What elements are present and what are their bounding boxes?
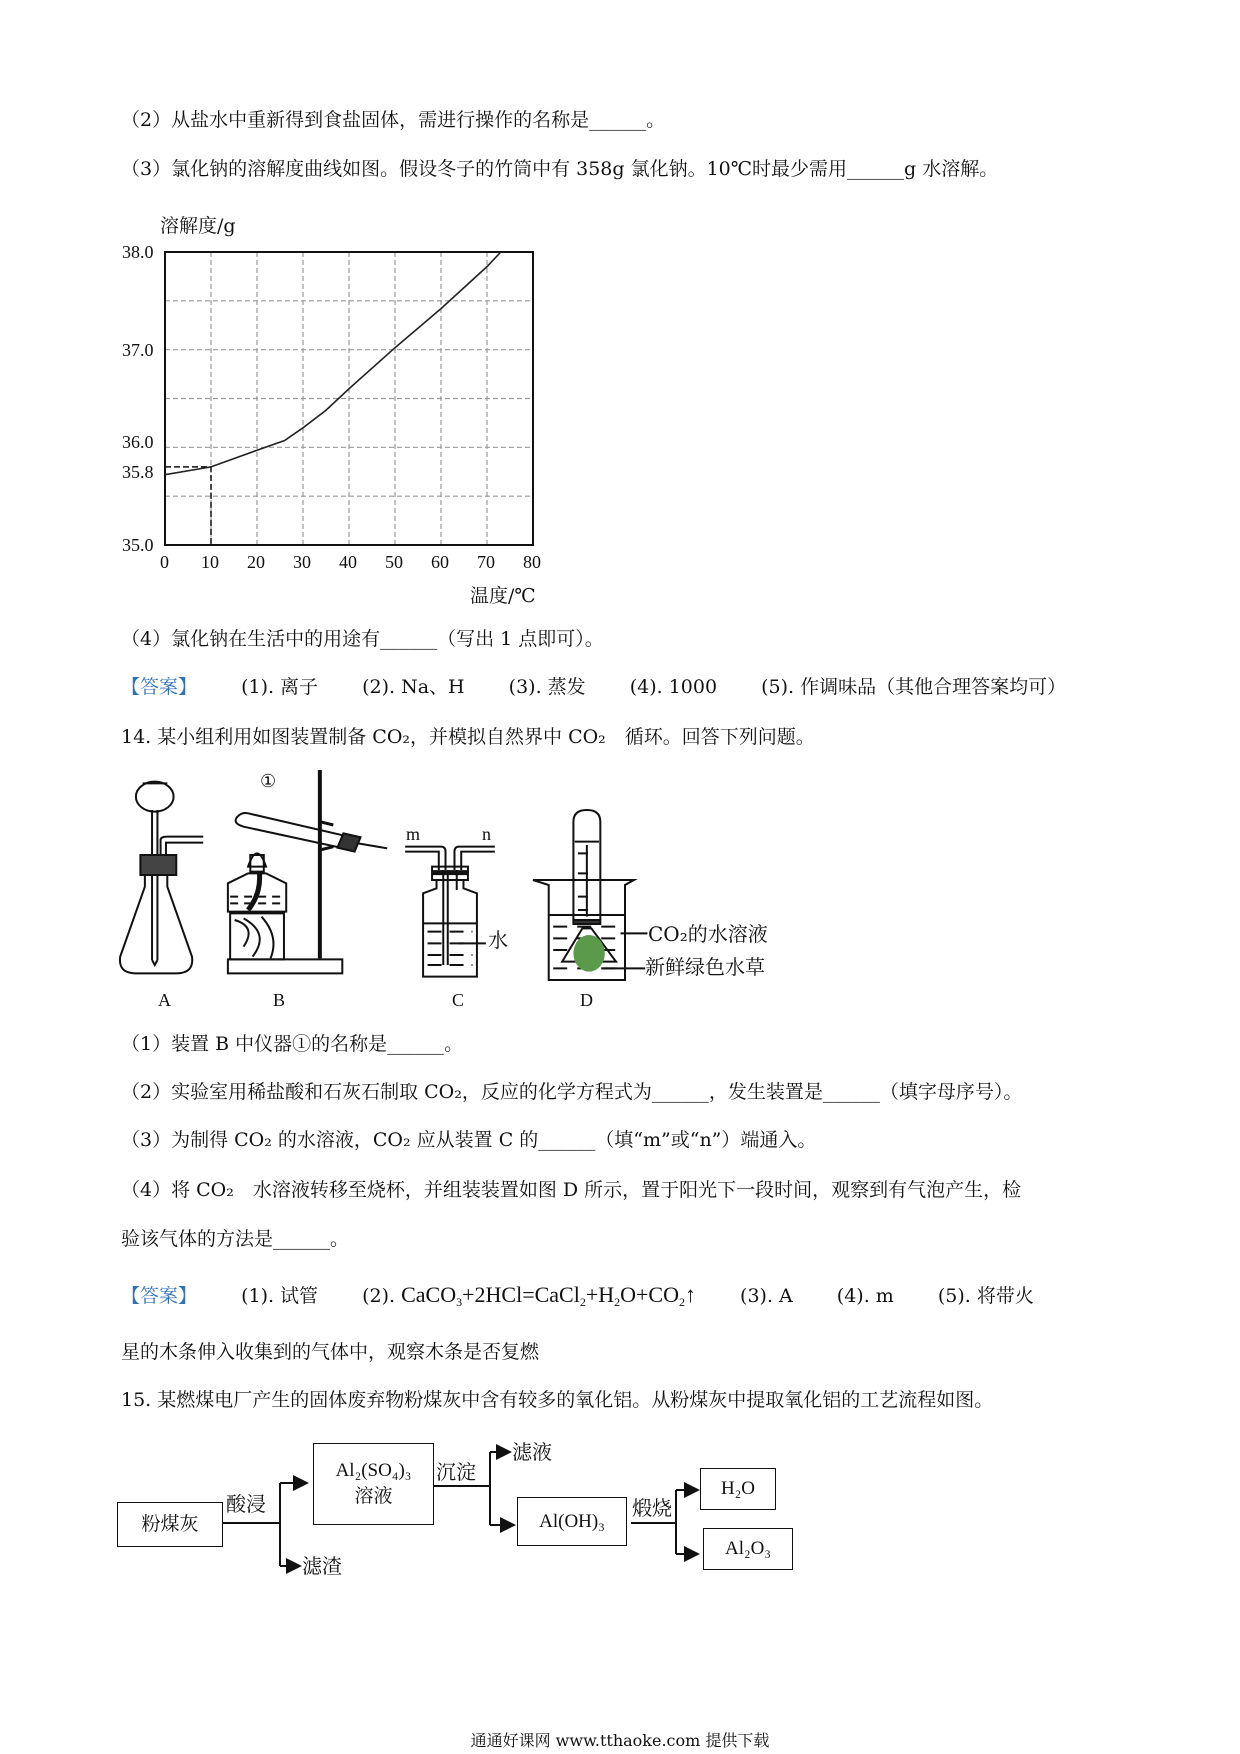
flow-box-al2so43: Al₂(SO₄)₃ 溶液 (313, 1443, 434, 1525)
x-tick-label: 60 (431, 552, 449, 572)
answer-3: (3). 蒸发 (508, 676, 586, 698)
answer-1: (1). 试管 (241, 1285, 319, 1307)
flow-box-al2o3: Al₂O₃ (703, 1528, 793, 1570)
answer-5: (5). 将带火 (937, 1285, 1034, 1307)
y-tick-label: 35.8 (122, 461, 154, 482)
flow-step-acid-leach: 酸浸 (226, 1492, 266, 1516)
q14-part2: （2）实验室用稀盐酸和石灰石制取 CO₂，反应的化学方程式为______，发生装置是______（填字母序号）。 (121, 1081, 1023, 1103)
chart-ylabel: 溶解度/g (160, 215, 236, 237)
q13-part3: （3）氯化钠的溶解度曲线如图。假设冬子的竹筒中有 358g 氯化钠。10℃时最少需用______g 水溶解。 (121, 158, 999, 180)
chemical-equation: $CaCO_3+2HCl=CaCl_2+H_2O+CO_2↑$ (401, 1282, 696, 1309)
y-tick-label: 35.0 (122, 535, 154, 555)
x-tick-label: 30 (293, 552, 311, 572)
answer-tag: 【答案】 (121, 1285, 198, 1307)
answer-tag: 【答案】 (121, 676, 198, 698)
x-tick-label: 40 (339, 552, 357, 572)
label-m: m (406, 824, 421, 844)
answer-2: (2). Na、H (362, 676, 465, 698)
flow-box-aloh3: Al(OH)₃ (517, 1497, 627, 1546)
q14-answer-cont: 星的木条伸入收集到的气体中，观察木条是否复燃 (121, 1341, 540, 1363)
x-tick-label: 20 (247, 552, 265, 572)
x-tick-label: 50 (385, 552, 403, 572)
label-co2-solution: CO₂的水溶液 (648, 922, 768, 946)
label-b: B (273, 990, 286, 1010)
label-a: A (158, 990, 171, 1010)
footer-source: 通通好课网 www.tthaoke.com 提供下载 (470, 1731, 770, 1750)
y-tick-label: 38.0 (122, 242, 154, 262)
chart-xlabel: 温度/℃ (470, 585, 536, 607)
answer-4: (4). 1000 (629, 676, 718, 698)
q15-stem: 15. 某燃煤电厂产生的固体废弃物粉煤灰中含有较多的氧化铝。从粉煤灰中提取氧化铝的工艺流程如图。 (121, 1389, 994, 1411)
q13-part4: （4）氯化钠在生活中的用途有______（写出 1 点即可）。 (121, 628, 604, 650)
q14-part4-cont: 验该气体的方法是______。 (121, 1228, 350, 1250)
flow-filtrate: 滤液 (512, 1440, 552, 1464)
x-tick-label: 0 (160, 552, 169, 572)
q14-stem: 14. 某小组利用如图装置制备 CO₂，并模拟自然界中 CO₂ 循环。回答下列问题。 (121, 726, 815, 748)
q13-part2: （2）从盐水中重新得到食盐固体，需进行操作的名称是______。 (121, 109, 666, 131)
y-tick-label: 37.0 (122, 339, 154, 360)
x-tick-label: 70 (477, 552, 495, 572)
label-circle-1: ① (260, 771, 277, 792)
label-plant: 新鲜绿色水草 (645, 955, 765, 979)
answer-4: (4). m (836, 1285, 894, 1307)
label-c: C (452, 990, 465, 1010)
flow-step-calcine: 煅烧 (632, 1496, 672, 1520)
q14-part4: （4）将 CO₂ 水溶液转移至烧杯，并组装装置如图 D 所示，置于阳光下一段时间，观察到有气泡产生，检 (121, 1179, 1022, 1201)
q14-part3: （3）为制得 CO₂ 的水溶液，CO₂ 应从装置 C 的______（填“m”或“n”）端通入。 (121, 1129, 817, 1151)
x-tick-label: 10 (201, 552, 219, 572)
answer-1: (1). 离子 (241, 676, 319, 698)
x-tick-label: 80 (523, 552, 541, 572)
answer-5: (5). 作调味品（其他合理答案均可） (761, 676, 1067, 698)
flow-step-precipitate: 沉淀 (436, 1460, 476, 1484)
label-water: 水 (488, 928, 508, 952)
flow-box-fly-ash: 粉煤灰 (117, 1502, 223, 1547)
y-tick-label: 36.0 (122, 432, 154, 453)
flow-residue: 滤渣 (302, 1554, 342, 1578)
q14-part1: （1）装置 B 中仪器①的名称是______。 (121, 1033, 464, 1055)
answer-3: (3). A (740, 1285, 793, 1307)
label-d: D (580, 990, 593, 1010)
label-n: n (482, 824, 491, 844)
answer-2-prefix: (2). (362, 1285, 396, 1307)
flow-box-h2o: H₂O (700, 1468, 776, 1510)
